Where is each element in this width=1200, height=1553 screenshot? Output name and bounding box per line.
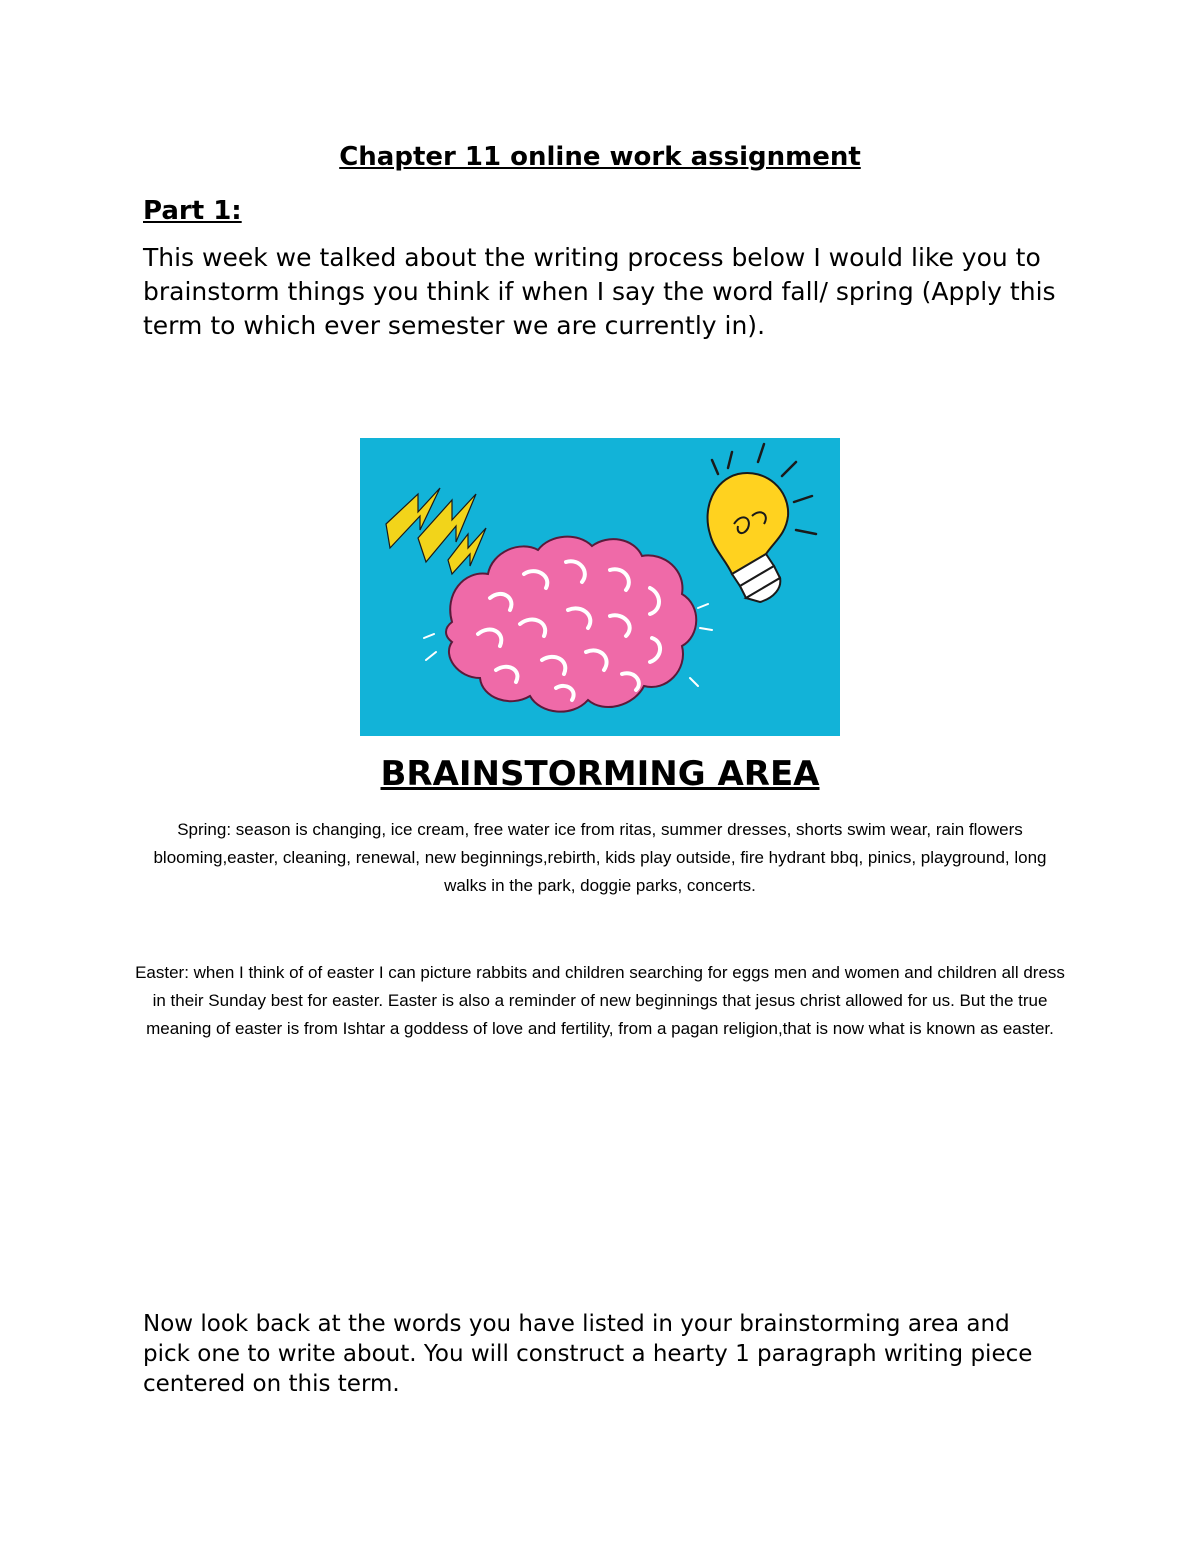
easter-brainstorm-notes: Easter: when I think of of easter I can picture rabbits and children searching for eggs men and women and children all dress in their Sunday best for easter. Easter is also a reminder of new beginnings that jesus christ allowed for us. But the true meaning of easter is from Ishtar a goddess of love and fertility, from a pagan religion,that is now what is known as easter. <box>135 963 1065 1038</box>
closing-instructions: Now look back at the words you have listed in your brainstorming area and pick one to write about. You will construct a hearty 1 paragraph writing piece centered on this term. <box>143 1311 1033 1397</box>
document-title: Chapter 11 online work assignment <box>339 142 861 172</box>
spring-brainstorm-notes: Spring: season is changing, ice cream, free water ice from ritas, summer dresses, shorts swim wear, rain flowers blooming,easter, cleaning, renewal, new beginnings,rebirth, kids play outside, fire hydrant bbq, pinics, playground, long walks in the park, doggie parks, concerts. <box>153 820 1047 895</box>
intro-paragraph: This week we talked about the writing process below I would like you to brainstorm things you think if when I say the word fall/ spring (Apply this term to which ever semester we are currently in). <box>143 243 1056 340</box>
part-heading: Part 1: <box>143 196 242 226</box>
brainstorming-area-heading: BRAINSTORMING AREA <box>380 754 820 794</box>
brain-lightbulb-illustration <box>360 438 840 736</box>
